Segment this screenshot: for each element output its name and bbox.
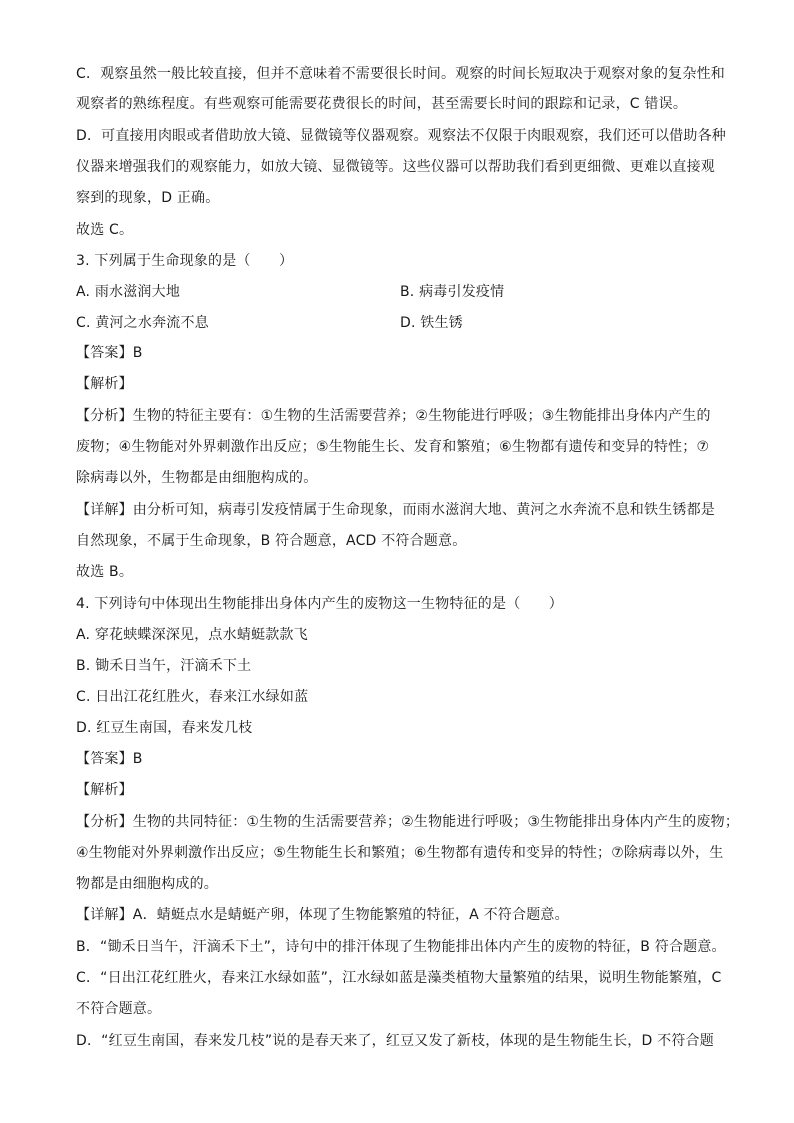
option-d-explanation-line: 察到的现象，D 正确。 — [76, 190, 220, 206]
question-3-option-d: D. 铁生锈 — [400, 315, 463, 331]
option-d-explanation-line: 仪器来增强我们的观察能力，如放大镜、显微镜等。这些仪器可以帮助我们看到更细微、更难以直接观 — [76, 159, 715, 175]
question-3-option-c: C. 黄河之水奔流不息 — [76, 315, 209, 331]
option-c-explanation-line: 观察者的熟练程度。有些观察可能需要花费很长的时间，甚至需要长时间的跟踪和记录，C 错误。 — [76, 96, 688, 112]
question-4-detail-c-cont: 不符合题意。 — [76, 1001, 162, 1017]
question-4-detail-c: C．“日出江花红胜火，春来江水绿如蓝”，江水绿如蓝是藻类植物大量繁殖的结果，说明生物能繁殖，C — [76, 970, 722, 986]
question-4-detail-b: B．“锄禾日当午，汗滴禾下土”，诗句中的排汗体现了生物能排出体内产生的废物的特征，B 符合题意。 — [76, 939, 726, 955]
question-3-stem: 3. 下列属于生命现象的是（ ） — [76, 253, 294, 269]
question-3-detail-line: 自然现象，不属于生命现象，B 符合题意，ACD 不符合题意。 — [76, 533, 467, 549]
question-4-option-c: C. 日出江花红胜火，春来江水绿如蓝 — [76, 689, 309, 705]
question-4-answer: 【答案】B — [76, 751, 143, 767]
question-2-choice: 故选 C。 — [76, 222, 134, 238]
question-4-analysis-line: ④生物能对外界刺激作出反应；⑤生物能生长和繁殖；⑥生物都有遗传和变异的特性；⑦除病毒以外，生 — [76, 845, 724, 861]
question-3-option-a: A. 雨水滋润大地 — [76, 284, 181, 300]
question-4-stem: 4. 下列诗句中体现出生物能排出身体内产生的废物这一生物特征的是（ ） — [76, 596, 564, 612]
question-3-detail-line: 【详解】由分析可知，病毒引发疫情属于生命现象，而雨水滋润大地、黄河之水奔流不息和铁生锈都是 — [76, 502, 715, 518]
question-4-option-b: B. 锄禾日当午，汗滴禾下土 — [76, 658, 252, 674]
question-4-option-d: D. 红豆生南国，春来发几枝 — [76, 720, 253, 736]
question-3-answer: 【答案】B — [76, 345, 143, 361]
option-c-explanation-line: C．观察虽然一般比较直接，但并不意味着不需要很长时间。观察的时间长短取决于观察对象的复杂性和 — [76, 66, 725, 82]
question-3-analysis-heading: 【解析】 — [76, 376, 133, 392]
question-4-detail-d: D．“红豆生南国，春来发几枝”说的是春天来了，红豆又发了新枝，体现的是生物能生长，D 不符合题 — [76, 1033, 714, 1049]
question-3-choice: 故选 B。 — [76, 564, 134, 580]
question-3-analysis-line: 【分析】生物的特征主要有：①生物的生活需要营养；②生物能进行呼吸；③生物能排出身体内产生的 — [76, 408, 711, 424]
question-3-option-b: B. 病毒引发疫情 — [400, 284, 505, 300]
question-3-analysis-line: 除病毒以外，生物都是由细胞构成的。 — [76, 470, 318, 486]
question-4-analysis-line: 【分析】生物的共同特征：①生物的生活需要营养；②生物能进行呼吸；③生物能排出身体内产生的废物； — [76, 814, 740, 830]
question-4-analysis-heading: 【解析】 — [76, 782, 133, 798]
question-4-option-a: A. 穿花蛱蝶深深见，点水蜻蜓款款飞 — [76, 627, 308, 643]
question-4-detail-a: 【详解】A．蜻蜓点水是蜻蜓产卵，体现了生物能繁殖的特征，A 不符合题意。 — [76, 907, 569, 923]
option-d-explanation-line: D．可直接用肉眼或者借助放大镜、显微镜等仪器观察。观察法不仅限于肉眼观察，我们还可以借助各种 — [76, 128, 726, 144]
question-3-analysis-line: 废物；④生物能对外界刺激作出反应；⑤生物能生长、发育和繁殖；⑥生物都有遗传和变异的特性；⑦ — [76, 439, 710, 455]
question-4-analysis-line: 物都是由细胞构成的。 — [76, 876, 218, 892]
